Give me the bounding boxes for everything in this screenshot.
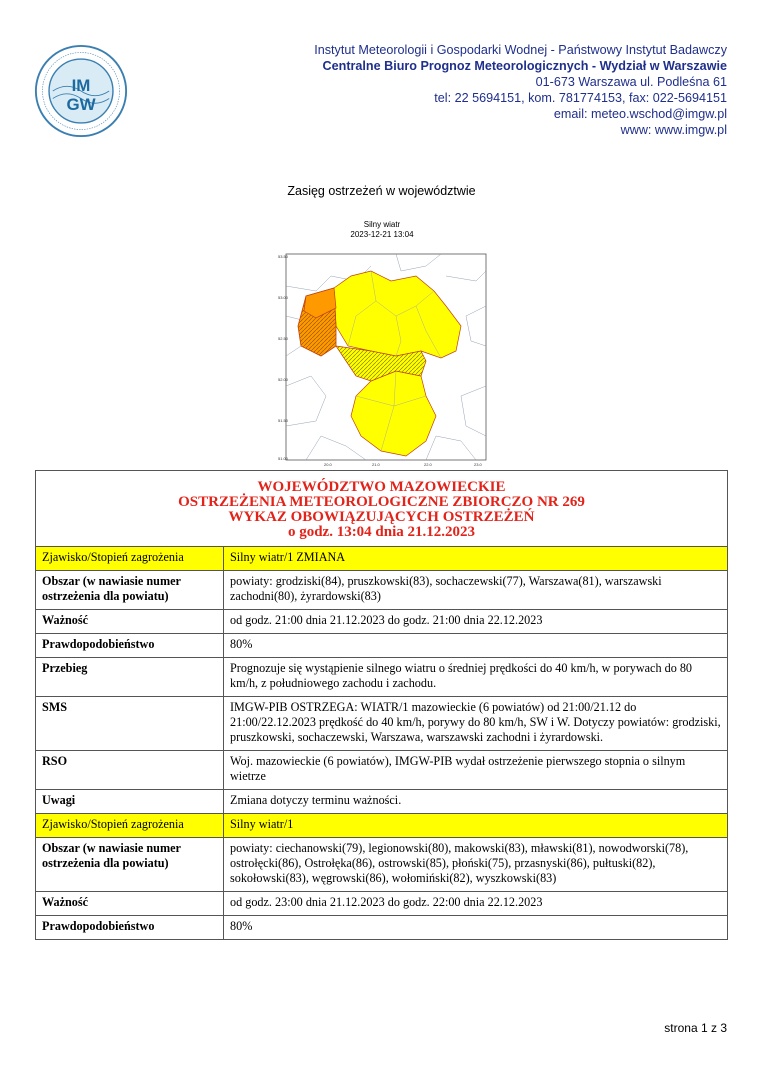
- lon-label: 20.0: [324, 462, 332, 467]
- table-row: [36, 697, 728, 751]
- row-label: Obszar (w nawiasie numer ostrzeżenia dla powiatu): [36, 571, 224, 610]
- header-line-office: Centralne Biuro Prognoz Meteorologicznych - Wydział w Warszawie: [322, 59, 727, 73]
- row-label: SMS: [36, 697, 224, 751]
- row-label: Zjawisko/Stopień zagrożenia: [36, 814, 224, 838]
- warnings-table: [35, 470, 728, 940]
- svg-text:GW: GW: [66, 94, 96, 114]
- row-label: Ważność: [36, 892, 224, 916]
- table-row: [36, 658, 728, 697]
- table-row: [36, 838, 728, 892]
- map-datetime: 2023-12-21 13:04: [350, 230, 414, 239]
- row-value: od godz. 21:00 dnia 21.12.2023 do godz. 21:00 dnia 22.12.2023: [224, 610, 728, 634]
- header-line-phone: tel: 22 5694151, kom. 781774153, fax: 022-5694151: [434, 91, 727, 105]
- row-value: powiaty: ciechanowski(79), legionowski(80), makowski(83), mławski(81), nowodworski(78), ostrołęcki(86), Ostrołęka(86), ostrowski(85), płoński(75), przasnyski(86), pułtuski(82), sokołowski(83), węgrowski(86), wołomiński(82), wyszkowski(83): [224, 838, 728, 892]
- svg-text:IM: IM: [71, 76, 91, 95]
- institute-header: [314, 42, 727, 138]
- row-value: Zmiana dotyczy terminu ważności.: [224, 790, 728, 814]
- map-title: Silny wiatr: [363, 220, 401, 229]
- header-line-www: www: www.imgw.pl: [620, 123, 727, 137]
- table-row: [36, 916, 728, 940]
- row-label: Ważność: [36, 610, 224, 634]
- row-value: Prognozuje się wystąpienie silnego wiatru o średniej prędkości do 40 km/h, w porywach do 80 km/h, z południowego zachodu i zachodu.: [224, 658, 728, 697]
- row-label: Obszar (w nawiasie numer ostrzeżenia dla powiatu): [36, 838, 224, 892]
- row-label: Zjawisko/Stopień zagrożenia: [36, 547, 224, 571]
- table-row: [36, 751, 728, 790]
- header-line-institute: Instytut Meteorologii i Gospodarki Wodnej - Państwowy Instytut Badawczy: [314, 43, 727, 57]
- table-row: [36, 892, 728, 916]
- lat-label: 53.50: [278, 254, 289, 259]
- row-value: Silny wiatr/1: [224, 814, 728, 838]
- lat-label: 53.00: [278, 295, 289, 300]
- row-label: Uwagi: [36, 790, 224, 814]
- lat-label: 51.50: [278, 418, 289, 423]
- header-line-address: 01-673 Warszawa ul. Podleśna 61: [535, 75, 727, 89]
- section-title: Zasięg ostrzeżeń w województwie: [287, 184, 476, 198]
- row-value: 80%: [224, 634, 728, 658]
- title-line: o godz. 13:04 dnia 21.12.2023: [287, 524, 476, 540]
- row-value: Woj. mazowieckie (6 powiatów), IMGW-PIB wydał ostrzeżenie pierwszego stopnia o silnym wietrze: [224, 751, 728, 790]
- table-row: [36, 790, 728, 814]
- lon-label: 23.0: [474, 462, 482, 467]
- lon-label: 22.0: [424, 462, 432, 467]
- table-row: [36, 547, 728, 571]
- row-label: Prawdopodobieństwo: [36, 916, 224, 940]
- row-value: 80%: [224, 916, 728, 940]
- header-line-email: email: meteo.wschod@imgw.pl: [553, 107, 727, 121]
- table-row: [36, 610, 728, 634]
- row-value: Silny wiatr/1 ZMIANA: [224, 547, 728, 571]
- row-value: powiaty: grodziski(84), pruszkowski(83), sochaczewski(77), Warszawa(81), warszawski zachodni(80), żyrardowski(83): [224, 571, 728, 610]
- page-number: strona 1 z 3: [664, 1021, 727, 1035]
- row-label: Przebieg: [36, 658, 224, 697]
- lat-label: 52.50: [278, 336, 289, 341]
- table-row: [36, 634, 728, 658]
- row-value: od godz. 23:00 dnia 21.12.2023 do godz. 22:00 dnia 22.12.2023: [224, 892, 728, 916]
- table-row: [36, 814, 728, 838]
- warning-title: [36, 471, 728, 547]
- imgw-logo: [34, 44, 128, 138]
- warning-map: [276, 246, 490, 468]
- row-label: Prawdopodobieństwo: [36, 634, 224, 658]
- title-line: WYKAZ OBOWIĄZUJĄCYCH OSTRZEŻEŃ: [228, 509, 535, 525]
- lat-label: 51.00: [278, 456, 289, 461]
- title-line: WOJEWÓDZTWO MAZOWIECKIE: [257, 479, 506, 495]
- lat-label: 52.00: [278, 377, 289, 382]
- title-line: OSTRZEŻENIA METEOROLOGICZNE ZBIORCZO NR 269: [178, 494, 585, 510]
- lon-label: 21.0: [372, 462, 380, 467]
- table-row: [36, 571, 728, 610]
- row-label: RSO: [36, 751, 224, 790]
- row-value: IMGW-PIB OSTRZEGA: WIATR/1 mazowieckie (6 powiatów) od 21:00/21.12 do 21:00/22.12.2023 prędkość do 40 km/h, porywy do 80 km/h, SW i W. Dotyczy powiatów: grodziski, pruszkowski, sochaczewski, Warszawa, warszawski zachodni i żyrardowski.: [224, 697, 728, 751]
- map-caption: [280, 220, 484, 240]
